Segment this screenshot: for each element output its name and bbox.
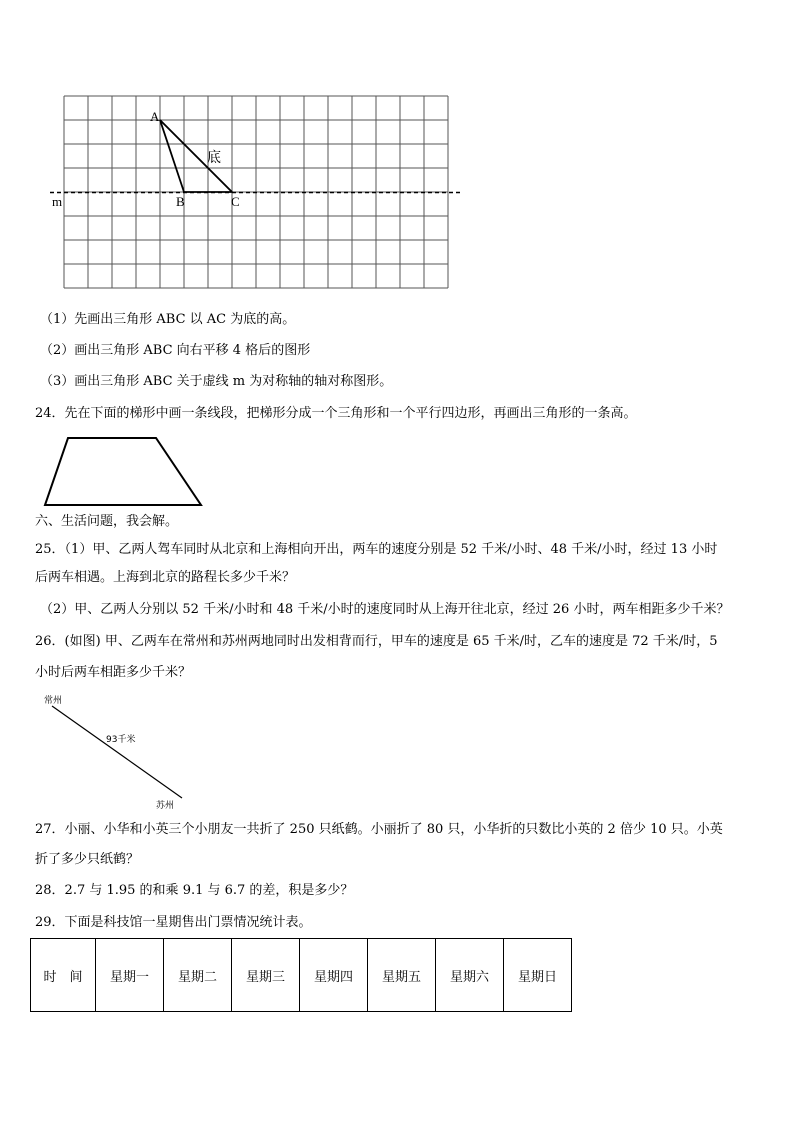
label-b: B	[176, 194, 185, 209]
q27-line1: 27．小丽、小华和小英三个小朋友一共折了 250 只纸鹤。小丽折了 80 只，小华折的只数比小英的 2 倍少 10 只。小英	[35, 822, 723, 837]
label-base: 底	[207, 150, 221, 166]
q24-trapezoid-figure	[40, 432, 210, 512]
table-header-cell: 时 间	[31, 939, 96, 1012]
label-m: m	[52, 194, 63, 209]
q26-line2: 小时后两车相距多少千米？	[35, 665, 192, 680]
section6-title: 六、生活问题，我会解。	[35, 514, 179, 529]
q23-instruction-3: （3）画出三角形 ABC 关于虚线 m 为对称轴的轴对称图形。	[40, 374, 393, 389]
table-header-cell: 星期二	[164, 939, 232, 1012]
triangle-abc	[160, 120, 232, 192]
q27-line2: 折了多少只纸鹤？	[35, 852, 140, 867]
q23-instruction-1: （1）先画出三角形 ABC 以 AC 为底的高。	[40, 312, 296, 327]
q25-line1: 25．（1）甲、乙两人驾车同时从北京和上海相向开出，两车的速度分别是 52 千米/小时、48 千米/小时，经过 13 小时	[35, 542, 718, 557]
table-header-cell: 星期六	[436, 939, 504, 1012]
q29-text: 29．下面是科技馆一星期售出门票情况统计表。	[35, 915, 312, 930]
label-suzhou: 苏州	[156, 801, 175, 811]
q26-route-diagram	[30, 692, 200, 814]
q23-instruction-2: （2）画出三角形 ABC 向右平移 4 格后的图形	[40, 343, 311, 358]
ticket-sales-table	[30, 938, 572, 1012]
q25-line3: （2）甲、乙两人分别以 52 千米/小时和 48 千米/小时的速度同时从上海开往北京，经过 26 小时，两车相距多少千米？	[40, 602, 730, 617]
trapezoid	[45, 438, 201, 505]
table-header-cell: 星期日	[504, 939, 572, 1012]
label-a: A	[150, 109, 160, 124]
table-row	[31, 939, 572, 1012]
table-header-cell: 星期一	[96, 939, 164, 1012]
label-c: C	[231, 194, 240, 209]
q26-line1: 26．(如图) 甲、乙两车在常州和苏州两地同时出发相背而行，甲车的速度是 65 千米/时，乙车的速度是 72 千米/时，5	[35, 634, 718, 649]
q23-grid-figure	[0, 0, 794, 300]
route-line	[52, 706, 182, 798]
q28-text: 28．2.7 与 1.95 的和乘 9.1 与 6.7 的差，积是多少？	[35, 883, 354, 898]
q25-line2: 后两车相遇。上海到北京的路程长多少千米？	[35, 570, 296, 585]
table-header-cell: 星期四	[300, 939, 368, 1012]
q24-text: 24．先在下面的梯形中画一条线段，把梯形分成一个三角形和一个平行四边形，再画出三角形的一条高。	[35, 406, 637, 421]
label-changzhou: 常州	[44, 696, 63, 706]
table-header-cell: 星期五	[368, 939, 436, 1012]
label-distance: 93千米	[106, 735, 136, 745]
table-header-cell: 星期三	[232, 939, 300, 1012]
